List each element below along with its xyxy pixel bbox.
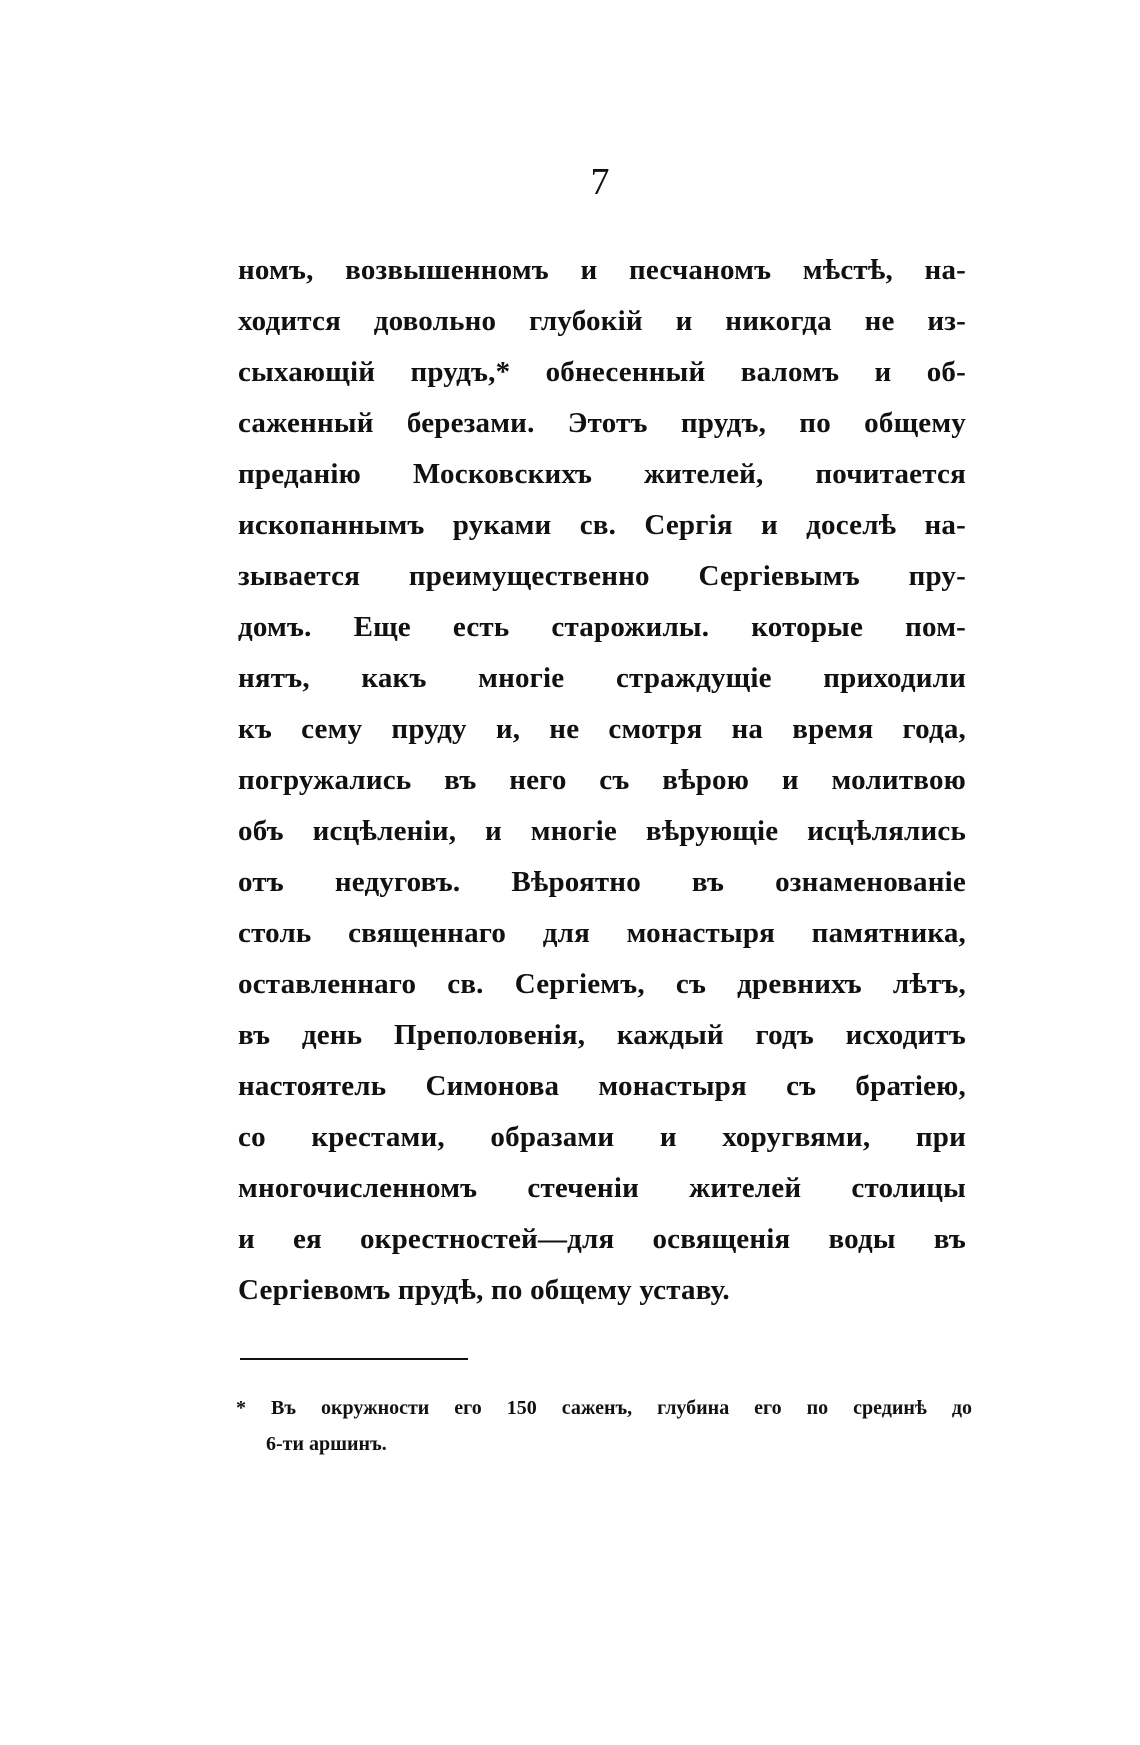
text-line: погружались въ него съ вѣрою и молитвою <box>238 764 966 796</box>
text-line: номъ, возвышенномъ и песчаномъ мѣстѣ, на- <box>238 254 966 286</box>
text-line: настоятель Симонова монастыря съ братіею, <box>238 1070 966 1102</box>
text-line: объ исцѣленіи, и многіе вѣрующіе исцѣлялись <box>238 815 966 847</box>
footnote-divider <box>240 1358 468 1360</box>
text-line: нятъ, какъ многіе страждущіе приходили <box>238 662 966 694</box>
text-line: въ день Преполовенія, каждый годъ исходитъ <box>238 1019 966 1051</box>
text-line: преданію Московскихъ жителей, почитается <box>238 458 966 490</box>
text-line: сыхающій прудъ,* обнесенный валомъ и об- <box>238 356 966 388</box>
text-line: саженный березами. Этотъ прудъ, по общему <box>238 407 966 439</box>
text-line: многочисленномъ стеченіи жителей столицы <box>238 1172 966 1204</box>
text-line: ископаннымъ руками св. Сергія и доселѣ на- <box>238 509 966 541</box>
text-line: оставленнаго св. Сергіемъ, съ древнихъ лѣтъ, <box>238 968 966 1000</box>
text-line: зывается преимущественно Сергіевымъ пру- <box>238 560 966 592</box>
text-line: домъ. Еще есть старожилы. которые пом- <box>238 611 966 643</box>
main-text <box>238 245 966 1316</box>
text-line: отъ недуговъ. Вѣроятно въ ознаменованіе <box>238 866 966 898</box>
text-line: ходится довольно глубокій и никогда не из- <box>238 305 966 337</box>
footnote <box>236 1390 972 1462</box>
footnote-line: * Въ окружности его 150 саженъ, глубина его по срединѣ до <box>236 1397 972 1419</box>
footnote-line: 6-ти аршинъ. <box>266 1433 387 1455</box>
text-line: со крестами, образами и хоругвями, при <box>238 1121 966 1153</box>
text-line: Сергіевомъ прудѣ, по общему уставу. <box>238 1274 730 1306</box>
page-number: 7 <box>590 161 610 203</box>
text-line: къ сему пруду и, не смотря на время года, <box>238 713 966 745</box>
text-line: столь священнаго для монастыря памятника, <box>238 917 966 949</box>
text-line: и ея окрестностей—для освященія воды въ <box>238 1223 966 1255</box>
